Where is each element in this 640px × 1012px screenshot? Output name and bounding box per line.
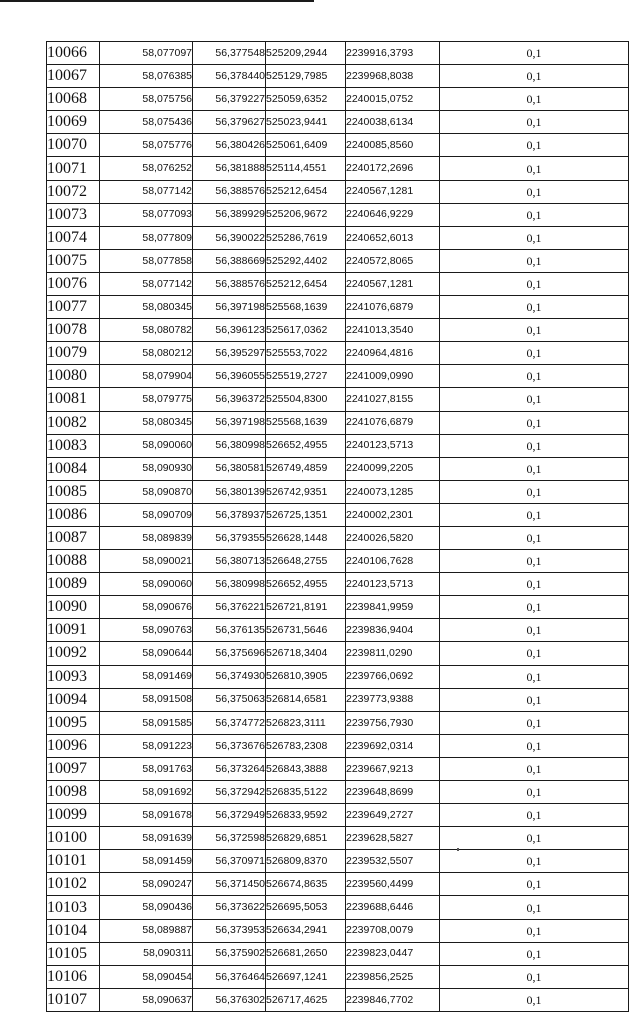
longitude-cell: 56,373953 xyxy=(193,919,266,942)
point-number-cell: 10074 xyxy=(47,226,100,249)
point-number-cell: 10098 xyxy=(47,781,100,804)
value-cell: 0,1 xyxy=(440,88,629,111)
x-coordinate-cell: 525553,7022 xyxy=(266,342,346,365)
value-cell: 0,1 xyxy=(440,134,629,157)
longitude-cell: 56,396123 xyxy=(193,319,266,342)
y-coordinate-cell: 2240073,1285 xyxy=(346,480,440,503)
latitude-cell: 58,080345 xyxy=(100,411,193,434)
table-row xyxy=(47,249,629,272)
y-coordinate-cell: 2239648,8699 xyxy=(346,781,440,804)
table-row xyxy=(47,365,629,388)
table-row xyxy=(47,480,629,503)
point-number-cell: 10106 xyxy=(47,965,100,988)
value-cell: 0,1 xyxy=(440,873,629,896)
latitude-cell: 58,090311 xyxy=(100,942,193,965)
x-coordinate-cell: 525568,1639 xyxy=(266,296,346,319)
y-coordinate-cell: 2239856,2525 xyxy=(346,965,440,988)
longitude-cell: 56,374930 xyxy=(193,665,266,688)
table-row xyxy=(47,296,629,319)
point-number-cell: 10079 xyxy=(47,342,100,365)
x-coordinate-cell: 526721,8191 xyxy=(266,596,346,619)
x-coordinate-cell: 525286,7619 xyxy=(266,226,346,249)
y-coordinate-cell: 2240106,7628 xyxy=(346,550,440,573)
y-coordinate-cell: 2239708,0079 xyxy=(346,919,440,942)
value-cell: 0,1 xyxy=(440,919,629,942)
table-row xyxy=(47,619,629,642)
latitude-cell: 58,091469 xyxy=(100,665,193,688)
value-cell: 0,1 xyxy=(440,596,629,619)
table-row xyxy=(47,457,629,480)
longitude-cell: 56,388669 xyxy=(193,249,266,272)
table-row xyxy=(47,342,629,365)
point-number-cell: 10099 xyxy=(47,804,100,827)
latitude-cell: 58,091585 xyxy=(100,711,193,734)
x-coordinate-cell: 526814,6581 xyxy=(266,688,346,711)
y-coordinate-cell: 2240123,5713 xyxy=(346,573,440,596)
longitude-cell: 56,372949 xyxy=(193,804,266,827)
value-cell: 0,1 xyxy=(440,573,629,596)
y-coordinate-cell: 2240572,8065 xyxy=(346,249,440,272)
latitude-cell: 58,080212 xyxy=(100,342,193,365)
longitude-cell: 56,377548 xyxy=(193,42,266,65)
value-cell: 0,1 xyxy=(440,804,629,827)
latitude-cell: 58,075436 xyxy=(100,111,193,134)
y-coordinate-cell: 2240123,5713 xyxy=(346,434,440,457)
x-coordinate-cell: 526697,1241 xyxy=(266,965,346,988)
value-cell: 0,1 xyxy=(440,203,629,226)
point-number-cell: 10082 xyxy=(47,411,100,434)
latitude-cell: 58,090060 xyxy=(100,573,193,596)
table-row xyxy=(47,988,629,1011)
y-coordinate-cell: 2239532,5507 xyxy=(346,850,440,873)
longitude-cell: 56,389929 xyxy=(193,203,266,226)
y-coordinate-cell: 2240964,4816 xyxy=(346,342,440,365)
y-coordinate-cell: 2240567,1281 xyxy=(346,180,440,203)
longitude-cell: 56,396055 xyxy=(193,365,266,388)
value-cell: 0,1 xyxy=(440,734,629,757)
latitude-cell: 58,080345 xyxy=(100,296,193,319)
table-row xyxy=(47,157,629,180)
longitude-cell: 56,378937 xyxy=(193,503,266,526)
longitude-cell: 56,397198 xyxy=(193,296,266,319)
value-cell: 0,1 xyxy=(440,180,629,203)
value-cell: 0,1 xyxy=(440,434,629,457)
latitude-cell: 58,076385 xyxy=(100,65,193,88)
value-cell: 0,1 xyxy=(440,365,629,388)
value-cell: 0,1 xyxy=(440,503,629,526)
y-coordinate-cell: 2241027,8155 xyxy=(346,388,440,411)
value-cell: 0,1 xyxy=(440,42,629,65)
y-coordinate-cell: 2239836,9404 xyxy=(346,619,440,642)
y-coordinate-cell: 2240085,8560 xyxy=(346,134,440,157)
x-coordinate-cell: 526725,1351 xyxy=(266,503,346,526)
table-row xyxy=(47,503,629,526)
point-number-cell: 10095 xyxy=(47,711,100,734)
x-coordinate-cell: 525206,9672 xyxy=(266,203,346,226)
latitude-cell: 58,090763 xyxy=(100,619,193,642)
table-row xyxy=(47,850,629,873)
value-cell: 0,1 xyxy=(440,411,629,434)
latitude-cell: 58,090870 xyxy=(100,480,193,503)
point-number-cell: 10076 xyxy=(47,272,100,295)
table-row xyxy=(47,319,629,342)
x-coordinate-cell: 525292,4402 xyxy=(266,249,346,272)
y-coordinate-cell: 2241076,6879 xyxy=(346,411,440,434)
latitude-cell: 58,090060 xyxy=(100,434,193,457)
value-cell: 0,1 xyxy=(440,942,629,965)
value-cell: 0,1 xyxy=(440,388,629,411)
table-row xyxy=(47,827,629,850)
y-coordinate-cell: 2239846,7702 xyxy=(346,988,440,1011)
longitude-cell: 56,370971 xyxy=(193,850,266,873)
table-row xyxy=(47,272,629,295)
y-coordinate-cell: 2240099,2205 xyxy=(346,457,440,480)
longitude-cell: 56,376464 xyxy=(193,965,266,988)
longitude-cell: 56,380713 xyxy=(193,550,266,573)
point-number-cell: 10096 xyxy=(47,734,100,757)
value-cell: 0,1 xyxy=(440,619,629,642)
latitude-cell: 58,090021 xyxy=(100,550,193,573)
point-number-cell: 10087 xyxy=(47,526,100,549)
y-coordinate-cell: 2239823,0447 xyxy=(346,942,440,965)
longitude-cell: 56,375902 xyxy=(193,942,266,965)
value-cell: 0,1 xyxy=(440,249,629,272)
value-cell: 0,1 xyxy=(440,665,629,688)
value-cell: 0,1 xyxy=(440,896,629,919)
longitude-cell: 56,396372 xyxy=(193,388,266,411)
point-number-cell: 10088 xyxy=(47,550,100,573)
longitude-cell: 56,379227 xyxy=(193,88,266,111)
value-cell: 0,1 xyxy=(440,111,629,134)
point-number-cell: 10104 xyxy=(47,919,100,942)
latitude-cell: 58,091763 xyxy=(100,757,193,780)
x-coordinate-cell: 525023,9441 xyxy=(266,111,346,134)
x-coordinate-cell: 526823,3111 xyxy=(266,711,346,734)
longitude-cell: 56,381888 xyxy=(193,157,266,180)
table-row xyxy=(47,642,629,665)
point-number-cell: 10094 xyxy=(47,688,100,711)
longitude-cell: 56,379627 xyxy=(193,111,266,134)
table-row xyxy=(47,965,629,988)
top-rule xyxy=(0,0,314,2)
point-number-cell: 10073 xyxy=(47,203,100,226)
point-number-cell: 10067 xyxy=(47,65,100,88)
point-number-cell: 10091 xyxy=(47,619,100,642)
value-cell: 0,1 xyxy=(440,272,629,295)
point-number-cell: 10080 xyxy=(47,365,100,388)
y-coordinate-cell: 2239560,4499 xyxy=(346,873,440,896)
x-coordinate-cell: 525212,6454 xyxy=(266,272,346,295)
latitude-cell: 58,075756 xyxy=(100,88,193,111)
y-coordinate-cell: 2239649,2727 xyxy=(346,804,440,827)
value-cell: 0,1 xyxy=(440,757,629,780)
latitude-cell: 58,090644 xyxy=(100,642,193,665)
x-coordinate-cell: 526809,8370 xyxy=(266,850,346,873)
latitude-cell: 58,080782 xyxy=(100,319,193,342)
point-number-cell: 10105 xyxy=(47,942,100,965)
point-number-cell: 10100 xyxy=(47,827,100,850)
latitude-cell: 58,091223 xyxy=(100,734,193,757)
x-coordinate-cell: 526674,8635 xyxy=(266,873,346,896)
latitude-cell: 58,090930 xyxy=(100,457,193,480)
x-coordinate-cell: 526742,9351 xyxy=(266,480,346,503)
table-row xyxy=(47,896,629,919)
latitude-cell: 58,077093 xyxy=(100,203,193,226)
longitude-cell: 56,388576 xyxy=(193,180,266,203)
latitude-cell: 58,089839 xyxy=(100,526,193,549)
x-coordinate-cell: 526843,3888 xyxy=(266,757,346,780)
table-row xyxy=(47,388,629,411)
longitude-cell: 56,376135 xyxy=(193,619,266,642)
x-coordinate-cell: 526833,9592 xyxy=(266,804,346,827)
longitude-cell: 56,395297 xyxy=(193,342,266,365)
value-cell: 0,1 xyxy=(440,226,629,249)
latitude-cell: 58,089887 xyxy=(100,919,193,942)
x-coordinate-cell: 526652,4955 xyxy=(266,434,346,457)
point-number-cell: 10089 xyxy=(47,573,100,596)
x-coordinate-cell: 526829,6851 xyxy=(266,827,346,850)
x-coordinate-cell: 526810,3905 xyxy=(266,665,346,688)
y-coordinate-cell: 2239628,5827 xyxy=(346,827,440,850)
y-coordinate-cell: 2239773,9388 xyxy=(346,688,440,711)
longitude-cell: 56,380998 xyxy=(193,434,266,457)
x-coordinate-cell: 526718,3404 xyxy=(266,642,346,665)
x-coordinate-cell: 525617,0362 xyxy=(266,319,346,342)
y-coordinate-cell: 2239688,6446 xyxy=(346,896,440,919)
longitude-cell: 56,372942 xyxy=(193,781,266,804)
y-coordinate-cell: 2240652,6013 xyxy=(346,226,440,249)
x-coordinate-cell: 525059,6352 xyxy=(266,88,346,111)
longitude-cell: 56,372598 xyxy=(193,827,266,850)
longitude-cell: 56,378440 xyxy=(193,65,266,88)
coordinates-table xyxy=(46,41,629,1012)
point-number-cell: 10072 xyxy=(47,180,100,203)
y-coordinate-cell: 2241013,3540 xyxy=(346,319,440,342)
longitude-cell: 56,380139 xyxy=(193,480,266,503)
point-number-cell: 10103 xyxy=(47,896,100,919)
latitude-cell: 58,079904 xyxy=(100,365,193,388)
x-coordinate-cell: 526731,5646 xyxy=(266,619,346,642)
table-row xyxy=(47,781,629,804)
x-coordinate-cell: 526783,2308 xyxy=(266,734,346,757)
latitude-cell: 58,079775 xyxy=(100,388,193,411)
value-cell: 0,1 xyxy=(440,688,629,711)
y-coordinate-cell: 2240567,1281 xyxy=(346,272,440,295)
y-coordinate-cell: 2240172,2696 xyxy=(346,157,440,180)
table-row xyxy=(47,180,629,203)
longitude-cell: 56,376302 xyxy=(193,988,266,1011)
latitude-cell: 58,090247 xyxy=(100,873,193,896)
longitude-cell: 56,397198 xyxy=(193,411,266,434)
y-coordinate-cell: 2241076,6879 xyxy=(346,296,440,319)
latitude-cell: 58,090637 xyxy=(100,988,193,1011)
latitude-cell: 58,077142 xyxy=(100,180,193,203)
table-row xyxy=(47,711,629,734)
x-coordinate-cell: 525114,4551 xyxy=(266,157,346,180)
y-coordinate-cell: 2239916,3793 xyxy=(346,42,440,65)
latitude-cell: 58,090676 xyxy=(100,596,193,619)
point-number-cell: 10078 xyxy=(47,319,100,342)
coordinates-table-body xyxy=(47,42,629,1012)
x-coordinate-cell: 526695,5053 xyxy=(266,896,346,919)
point-number-cell: 10102 xyxy=(47,873,100,896)
point-number-cell: 10066 xyxy=(47,42,100,65)
point-number-cell: 10084 xyxy=(47,457,100,480)
latitude-cell: 58,077097 xyxy=(100,42,193,65)
table-row xyxy=(47,65,629,88)
value-cell: 0,1 xyxy=(440,457,629,480)
x-coordinate-cell: 526749,4859 xyxy=(266,457,346,480)
table-row xyxy=(47,665,629,688)
longitude-cell: 56,375696 xyxy=(193,642,266,665)
value-cell: 0,1 xyxy=(440,157,629,180)
value-cell: 0,1 xyxy=(440,480,629,503)
latitude-cell: 58,076252 xyxy=(100,157,193,180)
y-coordinate-cell: 2239968,8038 xyxy=(346,65,440,88)
x-coordinate-cell: 526628,1448 xyxy=(266,526,346,549)
latitude-cell: 58,077142 xyxy=(100,272,193,295)
longitude-cell: 56,375063 xyxy=(193,688,266,711)
y-coordinate-cell: 2240646,9229 xyxy=(346,203,440,226)
table-row xyxy=(47,734,629,757)
latitude-cell: 58,090709 xyxy=(100,503,193,526)
y-coordinate-cell: 2239667,9213 xyxy=(346,757,440,780)
table-row xyxy=(47,919,629,942)
point-number-cell: 10081 xyxy=(47,388,100,411)
latitude-cell: 58,090436 xyxy=(100,896,193,919)
stray-mark xyxy=(457,848,459,851)
table-row xyxy=(47,550,629,573)
x-coordinate-cell: 526681,2650 xyxy=(266,942,346,965)
table-row xyxy=(47,526,629,549)
x-coordinate-cell: 526717,4625 xyxy=(266,988,346,1011)
latitude-cell: 58,091692 xyxy=(100,781,193,804)
value-cell: 0,1 xyxy=(440,850,629,873)
longitude-cell: 56,373264 xyxy=(193,757,266,780)
latitude-cell: 58,091459 xyxy=(100,850,193,873)
x-coordinate-cell: 526648,2755 xyxy=(266,550,346,573)
value-cell: 0,1 xyxy=(440,781,629,804)
longitude-cell: 56,373622 xyxy=(193,896,266,919)
x-coordinate-cell: 525212,6454 xyxy=(266,180,346,203)
x-coordinate-cell: 525209,2944 xyxy=(266,42,346,65)
value-cell: 0,1 xyxy=(440,988,629,1011)
longitude-cell: 56,380581 xyxy=(193,457,266,480)
point-number-cell: 10107 xyxy=(47,988,100,1011)
value-cell: 0,1 xyxy=(440,296,629,319)
table-row xyxy=(47,111,629,134)
x-coordinate-cell: 526835,5122 xyxy=(266,781,346,804)
latitude-cell: 58,077809 xyxy=(100,226,193,249)
y-coordinate-cell: 2240015,0752 xyxy=(346,88,440,111)
y-coordinate-cell: 2239766,0692 xyxy=(346,665,440,688)
latitude-cell: 58,091639 xyxy=(100,827,193,850)
table-row xyxy=(47,573,629,596)
value-cell: 0,1 xyxy=(440,342,629,365)
point-number-cell: 10075 xyxy=(47,249,100,272)
x-coordinate-cell: 525568,1639 xyxy=(266,411,346,434)
table-row xyxy=(47,596,629,619)
point-number-cell: 10083 xyxy=(47,434,100,457)
table-row xyxy=(47,203,629,226)
x-coordinate-cell: 525129,7985 xyxy=(266,65,346,88)
longitude-cell: 56,380426 xyxy=(193,134,266,157)
longitude-cell: 56,379355 xyxy=(193,526,266,549)
x-coordinate-cell: 525061,6409 xyxy=(266,134,346,157)
value-cell: 0,1 xyxy=(440,642,629,665)
y-coordinate-cell: 2239841,9959 xyxy=(346,596,440,619)
table-row xyxy=(47,134,629,157)
x-coordinate-cell: 526652,4955 xyxy=(266,573,346,596)
table-row xyxy=(47,226,629,249)
latitude-cell: 58,091678 xyxy=(100,804,193,827)
latitude-cell: 58,091508 xyxy=(100,688,193,711)
longitude-cell: 56,371450 xyxy=(193,873,266,896)
point-number-cell: 10085 xyxy=(47,480,100,503)
x-coordinate-cell: 525519,2727 xyxy=(266,365,346,388)
longitude-cell: 56,380998 xyxy=(193,573,266,596)
y-coordinate-cell: 2240026,5820 xyxy=(346,526,440,549)
x-coordinate-cell: 525504,8300 xyxy=(266,388,346,411)
point-number-cell: 10093 xyxy=(47,665,100,688)
table-row xyxy=(47,42,629,65)
table-row xyxy=(47,942,629,965)
value-cell: 0,1 xyxy=(440,526,629,549)
longitude-cell: 56,390022 xyxy=(193,226,266,249)
table-row xyxy=(47,804,629,827)
point-number-cell: 10086 xyxy=(47,503,100,526)
latitude-cell: 58,077858 xyxy=(100,249,193,272)
longitude-cell: 56,376221 xyxy=(193,596,266,619)
value-cell: 0,1 xyxy=(440,827,629,850)
value-cell: 0,1 xyxy=(440,319,629,342)
point-number-cell: 10101 xyxy=(47,850,100,873)
point-number-cell: 10070 xyxy=(47,134,100,157)
value-cell: 0,1 xyxy=(440,711,629,734)
latitude-cell: 58,090454 xyxy=(100,965,193,988)
y-coordinate-cell: 2240038,6134 xyxy=(346,111,440,134)
y-coordinate-cell: 2239692,0314 xyxy=(346,734,440,757)
value-cell: 0,1 xyxy=(440,550,629,573)
table-row xyxy=(47,88,629,111)
latitude-cell: 58,075776 xyxy=(100,134,193,157)
value-cell: 0,1 xyxy=(440,65,629,88)
longitude-cell: 56,373676 xyxy=(193,734,266,757)
y-coordinate-cell: 2240002,2301 xyxy=(346,503,440,526)
table-row xyxy=(47,688,629,711)
point-number-cell: 10097 xyxy=(47,757,100,780)
x-coordinate-cell: 526634,2941 xyxy=(266,919,346,942)
table-row xyxy=(47,873,629,896)
table-row xyxy=(47,411,629,434)
y-coordinate-cell: 2239811,0290 xyxy=(346,642,440,665)
point-number-cell: 10071 xyxy=(47,157,100,180)
longitude-cell: 56,374772 xyxy=(193,711,266,734)
point-number-cell: 10077 xyxy=(47,296,100,319)
point-number-cell: 10068 xyxy=(47,88,100,111)
y-coordinate-cell: 2239756,7930 xyxy=(346,711,440,734)
point-number-cell: 10069 xyxy=(47,111,100,134)
y-coordinate-cell: 2241009,0990 xyxy=(346,365,440,388)
table-row xyxy=(47,757,629,780)
longitude-cell: 56,388576 xyxy=(193,272,266,295)
value-cell: 0,1 xyxy=(440,965,629,988)
point-number-cell: 10092 xyxy=(47,642,100,665)
point-number-cell: 10090 xyxy=(47,596,100,619)
table-row xyxy=(47,434,629,457)
